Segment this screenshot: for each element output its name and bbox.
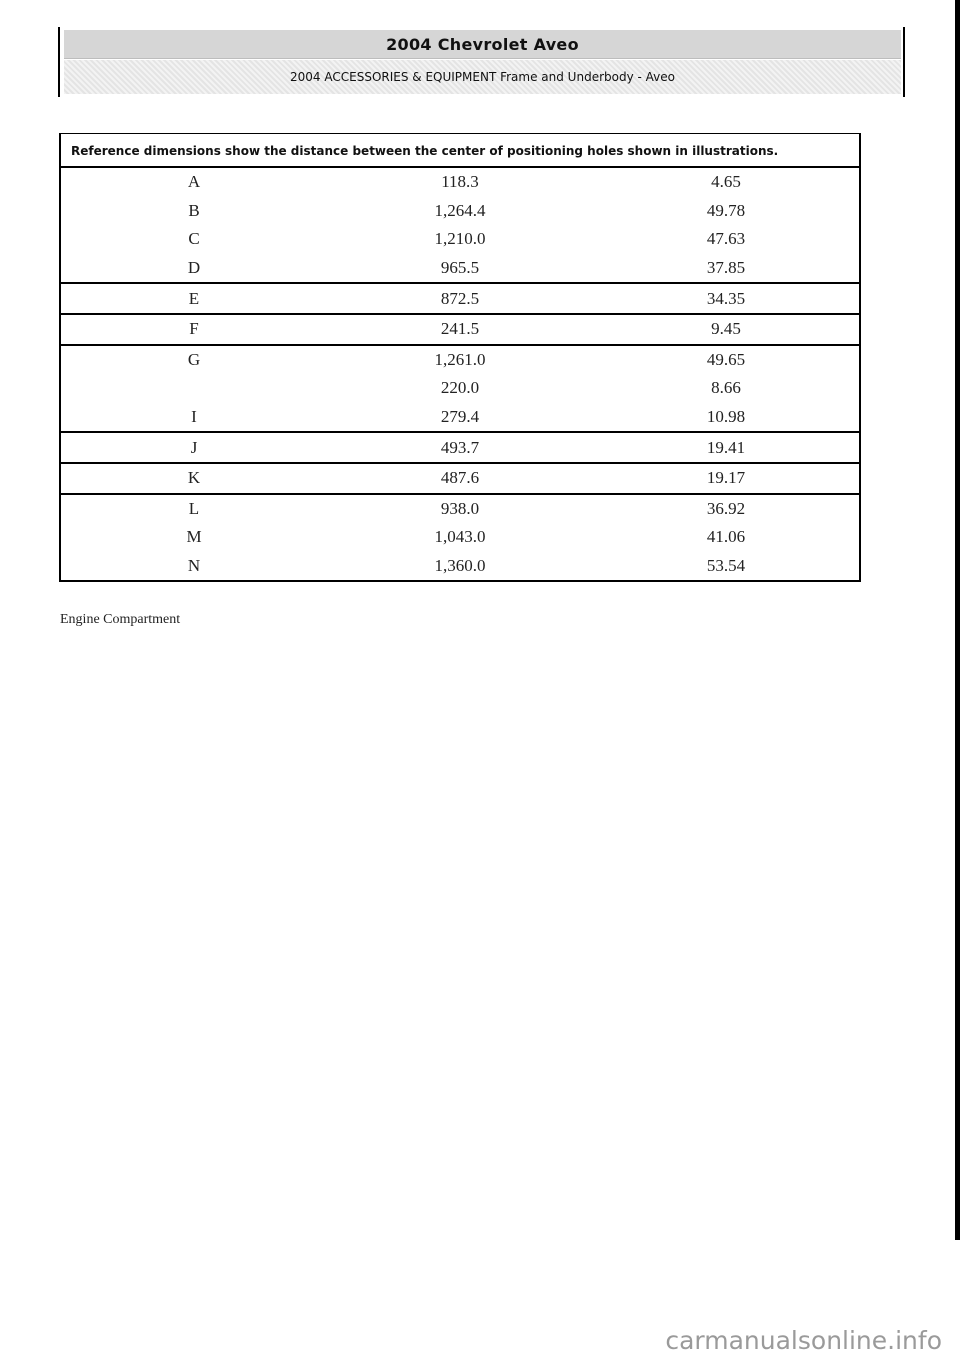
table-row <box>61 284 859 313</box>
dimension-mm-cell: 965.5 <box>440 258 480 278</box>
table-row <box>61 433 859 462</box>
table-row <box>61 552 859 581</box>
table-row <box>61 225 859 254</box>
dimension-in-cell: 9.45 <box>711 319 741 339</box>
dimension-in-cell: 37.85 <box>706 258 746 278</box>
dimension-in-cell: 4.65 <box>711 172 741 192</box>
section-caption: Engine Compartment <box>60 612 181 627</box>
watermark <box>0 1326 960 1355</box>
table-row-group <box>61 284 859 315</box>
watermark-text: carmanualsonline.info <box>665 1326 942 1355</box>
table-row <box>61 254 859 283</box>
table-note: Reference dimensions show the distance between the center of positioning holes shown in illustrations. <box>61 134 859 168</box>
table-row <box>61 464 859 493</box>
table-row <box>61 197 859 226</box>
dimension-mm-cell: 118.3 <box>441 172 479 192</box>
dimension-in-cell: 47.63 <box>706 229 746 249</box>
dimension-label-cell: C <box>188 229 200 249</box>
dimension-mm-cell: 1,210.0 <box>434 229 486 249</box>
right-edge-bar <box>955 0 960 1240</box>
page-title: 2004 Chevrolet Aveo <box>386 34 579 54</box>
dimension-label-cell: J <box>190 437 198 457</box>
dimension-label-cell: D <box>187 258 201 278</box>
table-row-group <box>61 315 859 346</box>
dimension-label-cell: G <box>187 349 201 369</box>
dimension-in-cell: 8.66 <box>711 378 741 398</box>
dimension-in-cell: 34.35 <box>706 288 746 308</box>
dimension-label-cell: N <box>187 556 201 576</box>
page-subtitle: 2004 ACCESSORIES & EQUIPMENT Frame and Underbody - Aveo <box>290 70 675 84</box>
dimension-label-cell: A <box>187 172 201 192</box>
table-body <box>61 168 859 580</box>
dimension-label-cell: M <box>186 527 202 547</box>
dimension-label-cell: B <box>188 200 200 220</box>
dimension-in-cell: 10.98 <box>706 407 746 427</box>
dimension-label-cell: K <box>187 468 201 488</box>
table-row-group <box>61 464 859 495</box>
dimension-mm-cell: 487.6 <box>440 468 480 488</box>
dimension-mm-cell: 1,043.0 <box>434 527 486 547</box>
table-row-group <box>61 433 859 464</box>
dimension-mm-cell: 220.0 <box>440 378 480 398</box>
dimension-mm-cell: 1,264.4 <box>434 200 486 220</box>
table-row <box>61 523 859 552</box>
header-left-rule <box>58 27 60 97</box>
dimension-in-cell: 41.06 <box>706 527 746 547</box>
dimension-in-cell: 19.41 <box>706 437 746 457</box>
table-row-group <box>61 346 859 434</box>
dimension-in-cell: 49.78 <box>706 200 746 220</box>
dimension-mm-cell: 872.5 <box>440 288 480 308</box>
table-row <box>61 403 859 432</box>
table-row-group <box>61 495 859 581</box>
dimension-label-cell: E <box>188 288 200 308</box>
dimension-mm-cell: 1,261.0 <box>434 349 486 369</box>
dimension-mm-cell: 938.0 <box>440 498 480 518</box>
table-row <box>61 315 859 344</box>
dimension-label-cell: F <box>189 319 199 339</box>
dimension-in-cell: 19.17 <box>706 468 746 488</box>
table-row <box>61 374 859 403</box>
dimension-label-cell: I <box>191 407 197 427</box>
dimension-mm-cell: 493.7 <box>440 437 480 457</box>
dimension-mm-cell: 1,360.0 <box>434 556 486 576</box>
header-subtitle-bar <box>64 60 901 94</box>
dimension-in-cell: 53.54 <box>706 556 746 576</box>
dimension-mm-cell: 279.4 <box>440 407 480 427</box>
table-row <box>61 346 859 375</box>
table-row <box>61 168 859 197</box>
dimension-in-cell: 36.92 <box>706 498 746 518</box>
dimension-in-cell: 49.65 <box>706 349 746 369</box>
header-title-bar <box>64 30 901 59</box>
header-right-rule <box>903 27 905 97</box>
dimension-label-cell: L <box>188 498 200 518</box>
table-row-group <box>61 168 859 284</box>
dimension-mm-cell: 241.5 <box>440 319 480 339</box>
table-row <box>61 495 859 524</box>
dimensions-table <box>59 133 861 582</box>
